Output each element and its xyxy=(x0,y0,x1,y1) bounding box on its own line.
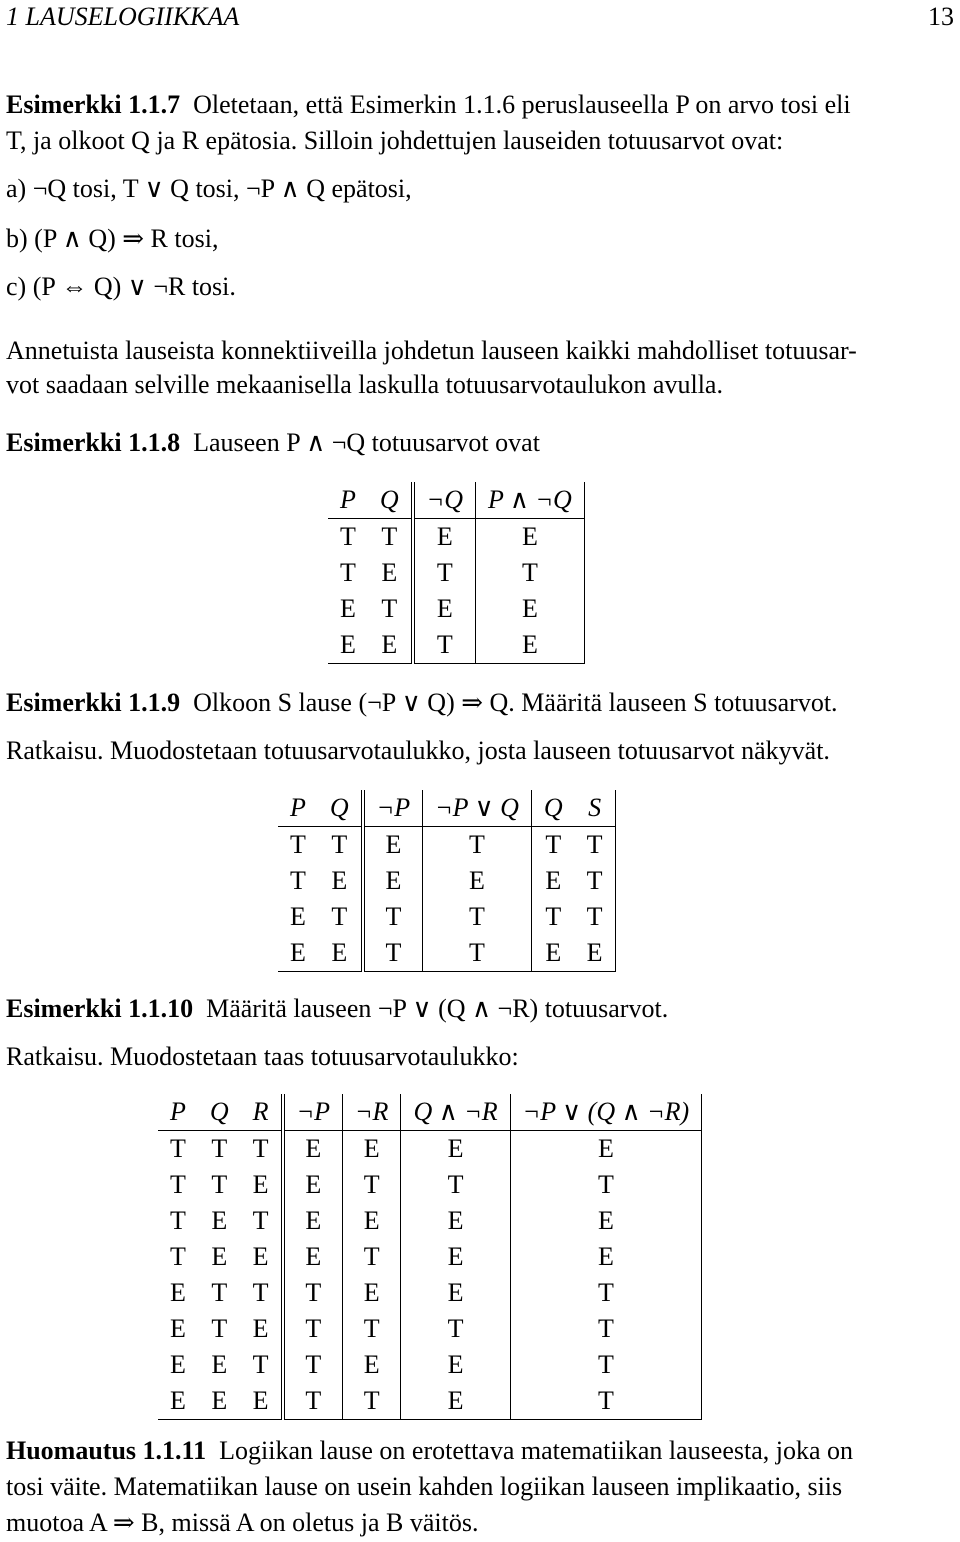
table-cell: E xyxy=(363,827,423,864)
table-cell: T xyxy=(413,627,476,664)
table-cell: T xyxy=(510,1311,702,1347)
solution-1-1-9 xyxy=(6,734,830,768)
table-row xyxy=(158,1275,702,1311)
table-cell: T xyxy=(211,1170,228,1199)
item-a: a) ¬Q tosi, T ∨ Q tosi, ¬P ∧ Q epätosi, xyxy=(6,174,412,203)
paragraph-line2: vot saadaan selville mekaanisella laskulla totuusarvotaulukon avulla. xyxy=(6,370,723,399)
truth-table-1-1-10 xyxy=(158,1094,702,1420)
table-cell: E xyxy=(170,1314,186,1343)
table-row xyxy=(328,555,584,591)
example-text: Olkoon S lause (¬P ∨ Q) ⇒ Q. Määritä lauseen S totuusarvot. xyxy=(193,688,838,717)
table-cell: E xyxy=(252,1242,269,1271)
truth-table-1-1-10-body xyxy=(158,1131,702,1420)
page-number: 13 xyxy=(928,2,954,31)
table-cell: T xyxy=(170,1206,186,1235)
table-cell: T xyxy=(170,1170,186,1199)
table-cell: E xyxy=(363,863,423,899)
example-1-1-9-line xyxy=(6,686,838,720)
header-cell: S xyxy=(575,790,615,827)
table-row xyxy=(158,1239,702,1275)
table-cell: T xyxy=(343,1239,401,1275)
table-cell: E xyxy=(340,594,356,623)
table-row xyxy=(158,1131,702,1168)
table-cell: E xyxy=(531,863,574,899)
header-cell: ¬P xyxy=(363,790,423,827)
table-cell: E xyxy=(413,519,476,556)
table-cell: T xyxy=(423,935,532,972)
table-cell: T xyxy=(423,827,532,864)
header-cell: Q xyxy=(318,790,363,827)
header-cell: R xyxy=(241,1094,283,1131)
table-cell: T xyxy=(290,830,306,859)
table-cell: E xyxy=(401,1203,510,1239)
table-cell: E xyxy=(401,1131,510,1168)
truth-table-1-1-9 xyxy=(278,790,616,972)
table-row xyxy=(278,863,615,899)
table-cell: E xyxy=(252,1170,269,1199)
table-cell: E xyxy=(476,627,585,664)
table-cell: T xyxy=(575,827,615,864)
table-cell: T xyxy=(531,899,574,935)
solution-label: Ratkaisu. xyxy=(6,1042,104,1071)
table-cell: E xyxy=(343,1131,401,1168)
note-label: Huomautus 1.1.11 xyxy=(6,1436,207,1465)
table-cell: T xyxy=(363,899,423,935)
table-row xyxy=(328,519,584,556)
example-1-1-7-line1 xyxy=(6,88,851,122)
header-cell: ¬P ∨ Q xyxy=(423,790,532,827)
example-1-1-8-line xyxy=(6,426,540,460)
table-cell: T xyxy=(211,1314,228,1343)
table-cell: T xyxy=(381,594,398,623)
table-cell: E xyxy=(401,1383,510,1420)
table-cell: E xyxy=(211,1206,228,1235)
item-b: b) (P ∧ Q) ⇒ R tosi, xyxy=(6,224,219,253)
table-cell: T xyxy=(343,1311,401,1347)
table-cell: E xyxy=(283,1239,343,1275)
table-cell: E xyxy=(510,1131,702,1168)
example-1-1-7-line2: T, ja olkoot Q ja R epätosia. Silloin johdettujen lauseiden totuusarvot ovat: xyxy=(6,126,784,155)
table-cell: E xyxy=(401,1347,510,1383)
table-cell: T xyxy=(510,1383,702,1420)
item-c: c) (P ⇔ Q) ∨ ¬R tosi. xyxy=(6,272,236,301)
table-cell: T xyxy=(343,1383,401,1420)
table-cell: E xyxy=(575,935,615,972)
example-text: Määritä lauseen ¬P ∨ (Q ∧ ¬R) totuusarvot. xyxy=(206,994,669,1023)
header-cell: Q xyxy=(368,482,413,519)
header-cell: ¬Q xyxy=(413,482,476,519)
table-cell: T xyxy=(170,1242,186,1271)
table-cell: T xyxy=(283,1383,343,1420)
example-1-1-10-line xyxy=(6,992,668,1026)
table-cell: E xyxy=(278,935,318,972)
table-cell: E xyxy=(401,1239,510,1275)
note-1-1-11-line2: tosi väite. Matematiikan lause on usein kahden logiikan lauseen implikaatio, siis xyxy=(6,1472,843,1501)
table-cell: E xyxy=(413,591,476,627)
header-cell: Q ∧ ¬R xyxy=(401,1094,510,1131)
chapter-title: 1 LAUSELOGIIKKAA xyxy=(6,2,240,31)
page-header xyxy=(6,0,954,34)
table-cell: E xyxy=(423,863,532,899)
table-row xyxy=(158,1311,702,1347)
example-label: Esimerkki 1.1.8 xyxy=(6,428,181,457)
table-cell: T xyxy=(170,1134,186,1163)
table-cell: E xyxy=(211,1242,228,1271)
note-1-1-11-line3: muotoa A ⇒ B, missä A on oletus ja B väitös. xyxy=(6,1508,479,1537)
table-cell: T xyxy=(283,1275,343,1311)
table-cell: E xyxy=(510,1203,702,1239)
table-cell: E xyxy=(328,627,368,664)
truth-table-1-1-8 xyxy=(328,482,585,664)
header-cell: ¬R xyxy=(343,1094,401,1131)
table-cell: E xyxy=(170,1350,186,1379)
table-cell: T xyxy=(283,1311,343,1347)
table-row xyxy=(278,935,615,972)
table-cell: T xyxy=(413,555,476,591)
table-cell: T xyxy=(476,555,585,591)
table-cell: E xyxy=(331,866,348,895)
table-cell: E xyxy=(476,519,585,556)
header-cell: P xyxy=(328,482,368,519)
table-cell: E xyxy=(381,558,398,587)
header-cell: P xyxy=(158,1094,198,1131)
table-cell: T xyxy=(381,522,398,551)
solution-label: Ratkaisu. xyxy=(6,736,104,765)
table-cell: E xyxy=(343,1203,401,1239)
table-row xyxy=(158,1203,702,1239)
table-cell: E xyxy=(283,1167,343,1203)
table-cell: E xyxy=(283,1203,343,1239)
table-cell: E xyxy=(158,1383,198,1420)
table-cell: E xyxy=(211,1350,228,1379)
table-cell: E xyxy=(368,627,413,664)
table-cell: T xyxy=(510,1167,702,1203)
table-cell: T xyxy=(331,830,348,859)
header-cell: P ∧ ¬Q xyxy=(476,482,585,519)
header-cell: ¬P ∨ (Q ∧ ¬R) xyxy=(510,1094,702,1131)
table-cell: T xyxy=(252,1278,269,1307)
table-cell: E xyxy=(343,1275,401,1311)
table-cell: T xyxy=(363,935,423,972)
table-cell: T xyxy=(423,899,532,935)
table-cell: T xyxy=(510,1275,702,1311)
table-cell: T xyxy=(401,1167,510,1203)
table-cell: E xyxy=(283,1131,343,1168)
table-cell: E xyxy=(241,1383,283,1420)
table-cell: T xyxy=(252,1206,269,1235)
table-cell: E xyxy=(198,1383,241,1420)
example-text: Oletetaan, että Esimerkin 1.1.6 peruslauseella P on arvo tosi eli xyxy=(193,90,851,119)
example-label: Esimerkki 1.1.9 xyxy=(6,688,181,717)
table-row xyxy=(278,827,615,864)
paragraph-line1: Annetuista lauseista konnektiiveilla johdetun lauseen kaikki mahdolliset totuusar- xyxy=(6,336,857,365)
table-cell: T xyxy=(531,827,574,864)
header-cell: Q xyxy=(198,1094,241,1131)
header-cell: P xyxy=(278,790,318,827)
table-cell: E xyxy=(476,591,585,627)
header-cell: ¬P xyxy=(283,1094,343,1131)
example-label: Esimerkki 1.1.7 xyxy=(6,90,181,119)
table-row xyxy=(158,1383,702,1420)
table-cell: T xyxy=(252,1134,269,1163)
table-row xyxy=(278,899,615,935)
table-cell: T xyxy=(575,863,615,899)
table-cell: T xyxy=(510,1347,702,1383)
table-cell: T xyxy=(575,899,615,935)
table-cell: T xyxy=(331,902,348,931)
table-cell: T xyxy=(401,1311,510,1347)
table-cell: T xyxy=(252,1350,269,1379)
table-cell: E xyxy=(510,1239,702,1275)
solution-text: Muodostetaan taas totuusarvotaulukko: xyxy=(110,1042,519,1071)
table-cell: T xyxy=(211,1278,228,1307)
example-text: Lauseen P ∧ ¬Q totuusarvot ovat xyxy=(193,428,540,457)
table-cell: T xyxy=(211,1134,228,1163)
table-cell: E xyxy=(252,1314,269,1343)
table-cell: T xyxy=(340,558,356,587)
table-cell: E xyxy=(318,935,363,972)
solution-text: Muodostetaan totuusarvotaulukko, josta lauseen totuusarvot näkyvät. xyxy=(110,736,830,765)
table-cell: E xyxy=(290,902,306,931)
table-row xyxy=(158,1167,702,1203)
table-cell: E xyxy=(170,1278,186,1307)
note-1-1-11-line1 xyxy=(6,1434,853,1468)
note-text: Logiikan lause on erotettava matematiikan lauseesta, joka on xyxy=(219,1436,853,1465)
solution-1-1-10 xyxy=(6,1040,519,1074)
table-cell: T xyxy=(290,866,306,895)
table-cell: T xyxy=(340,522,356,551)
table-cell: T xyxy=(343,1167,401,1203)
table-cell: E xyxy=(343,1347,401,1383)
example-label: Esimerkki 1.1.10 xyxy=(6,994,194,1023)
table-cell: T xyxy=(283,1347,343,1383)
table-row xyxy=(158,1347,702,1383)
table-cell: E xyxy=(401,1275,510,1311)
header-cell: Q xyxy=(531,790,574,827)
table-row xyxy=(328,627,584,664)
table-cell: E xyxy=(531,935,574,972)
table-row xyxy=(328,591,584,627)
